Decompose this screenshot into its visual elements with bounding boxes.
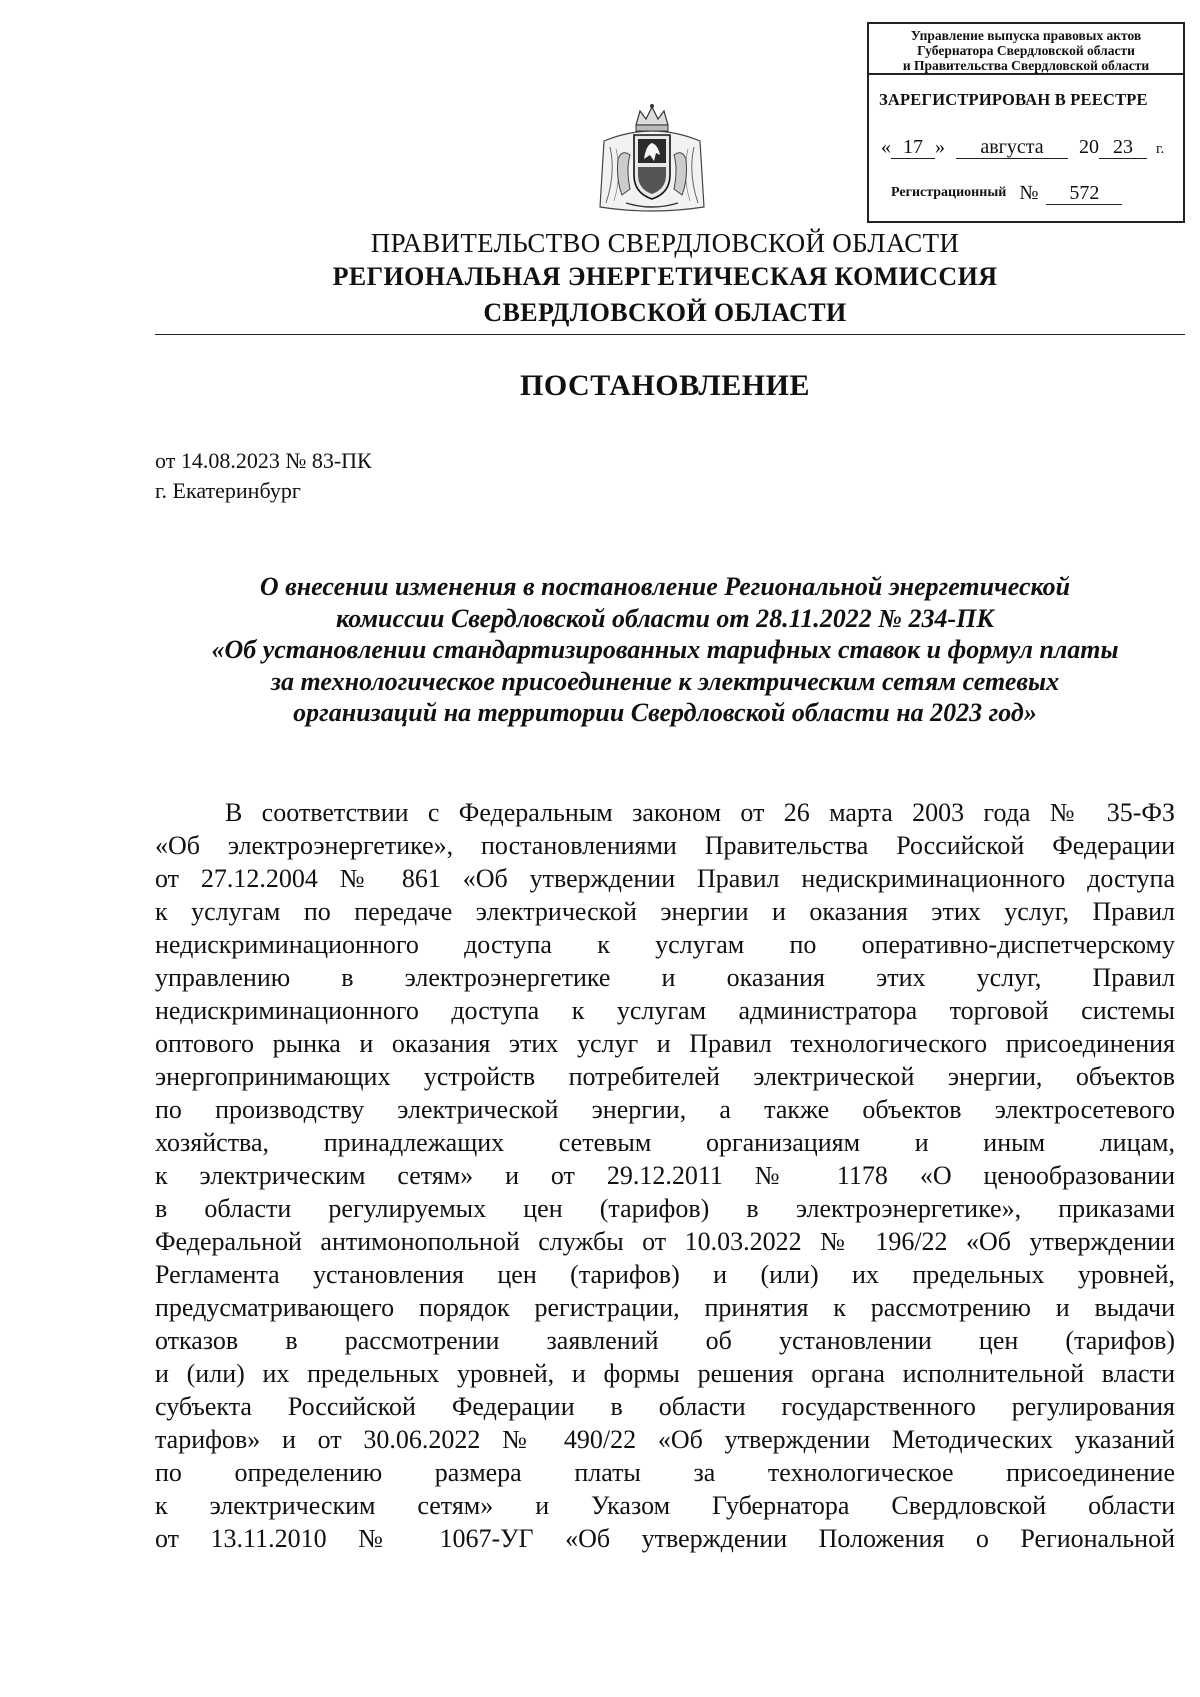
body-line: по производству электрической энергии, а также объектов электросетевого bbox=[155, 1095, 1175, 1124]
body-line: Федеральной антимонопольной службы от 10.03.2022 № 196/22 «Об утверждении bbox=[155, 1227, 1175, 1256]
commission-name-line2: СВЕРДЛОВСКОЙ ОБЛАСТИ bbox=[483, 298, 847, 327]
document-body bbox=[155, 796, 1175, 1555]
body-line: к услугам по передаче электрической энергии и оказания этих услуг, Правил bbox=[155, 897, 1175, 926]
stamp-year-prefix: 20 bbox=[1079, 136, 1099, 158]
body-line: недискриминационного доступа к услугам администратора торговой системы bbox=[155, 996, 1175, 1025]
body-line: хозяйства, принадлежащих сетевым организациям и иным лицам, bbox=[155, 1128, 1175, 1157]
government-name: ПРАВИТЕЛЬСТВО СВЕРДЛОВСКОЙ ОБЛАСТИ bbox=[370, 228, 960, 258]
stamp-registered-label: ЗАРЕГИСТРИРОВАН В РЕЕСТРЕ bbox=[879, 90, 1148, 109]
stamp-quote-close: » bbox=[935, 136, 945, 158]
stamp-org-line: Губернатора Свердловской области bbox=[917, 43, 1135, 58]
body-line: «Об электроэнергетике», постановлениями Правительства Российской Федерации bbox=[155, 831, 1175, 860]
coat-of-arms-emblem bbox=[596, 103, 708, 214]
body-line: от 13.11.2010 № 1067-УГ «Об утверждении Положения о Региональной bbox=[155, 1524, 1175, 1553]
stamp-number-sign: № bbox=[1019, 182, 1039, 204]
stamp-date bbox=[881, 136, 1164, 159]
stamp-month: августа bbox=[956, 136, 1068, 159]
commission-name-line1: РЕГИОНАЛЬНАЯ ЭНЕРГЕТИЧЕСКАЯ КОМИССИЯ bbox=[332, 262, 998, 291]
title-line: организаций на территории Свердловской области на 2023 год» bbox=[293, 698, 1037, 727]
body-line: В соответствии с Федеральным законом от 26 марта 2003 года № 35-ФЗ bbox=[225, 798, 1175, 827]
body-line: и (или) их предельных уровней, и формы решения органа исполнительной власти bbox=[155, 1359, 1175, 1388]
body-line: в области регулируемых цен (тарифов) в электроэнергетике», приказами bbox=[155, 1194, 1175, 1223]
body-line: управлению в электроэнергетике и оказания этих услуг, Правил bbox=[155, 963, 1175, 992]
body-line: по определению размера платы за технологическое присоединение bbox=[155, 1458, 1175, 1487]
body-line: недискриминационного доступа к услугам по оперативно-диспетчерскому bbox=[155, 930, 1175, 959]
stamp-number: 572 bbox=[1046, 182, 1122, 205]
header-divider bbox=[155, 334, 1185, 335]
document-title bbox=[150, 571, 1180, 729]
stamp-organization bbox=[869, 24, 1183, 75]
stamp-org-line: и Правительства Свердловской области bbox=[902, 58, 1150, 73]
body-line: предусматривающего порядок регистрации, принятия к рассмотрению и выдачи bbox=[155, 1293, 1175, 1322]
body-line: Регламента установления цен (тарифов) и (или) их предельных уровней, bbox=[155, 1260, 1175, 1289]
document-date-number: от 14.08.2023 № 83-ПК bbox=[155, 448, 372, 473]
stamp-org-line: Управление выпуска правовых актов bbox=[910, 28, 1142, 43]
document-type: ПОСТАНОВЛЕНИЕ bbox=[520, 369, 810, 402]
stamp-number-row bbox=[891, 182, 1122, 205]
body-line: тарифов» и от 30.06.2022 № 490/22 «Об утверждении Методических указаний bbox=[155, 1425, 1175, 1454]
body-line: к электрическим сетям» и Указом Губернатора Свердловской области bbox=[155, 1491, 1175, 1520]
document-city: г. Екатеринбург bbox=[155, 478, 301, 503]
stamp-year-suffix: 23 bbox=[1099, 136, 1147, 159]
body-line: субъекта Российской Федерации в области государственного регулирования bbox=[155, 1392, 1175, 1421]
stamp-day: 17 bbox=[891, 136, 935, 159]
body-line: к электрическим сетям» и от 29.12.2011 № 1178 «О ценообразовании bbox=[155, 1161, 1175, 1190]
body-line: отказов в рассмотрении заявлений об установлении цен (тарифов) bbox=[155, 1326, 1175, 1355]
stamp-year-unit: г. bbox=[1156, 141, 1165, 157]
stamp-quote-open: « bbox=[881, 136, 891, 158]
registration-stamp bbox=[867, 22, 1185, 223]
title-line: за технологическое присоединение к электрическим сетям сетевых bbox=[270, 666, 1060, 696]
title-line: О внесении изменения в постановление Региональной энергетической bbox=[259, 572, 1071, 601]
body-line: энергопринимающих устройств потребителей электрической энергии, объектов bbox=[155, 1062, 1175, 1091]
body-line: от 27.12.2004 № 861 «Об утверждении Правил недискриминационного доступа bbox=[155, 864, 1175, 893]
title-line: «Об установлении стандартизированных тарифных ставок и формул платы bbox=[211, 635, 1119, 664]
body-line: оптового рынка и оказания этих услуг и Правил технологического присоединения bbox=[155, 1029, 1175, 1058]
title-line: комиссии Свердловской области от 28.11.2022 № 234-ПК bbox=[336, 603, 994, 633]
stamp-number-label: Регистрационный bbox=[891, 185, 1007, 200]
